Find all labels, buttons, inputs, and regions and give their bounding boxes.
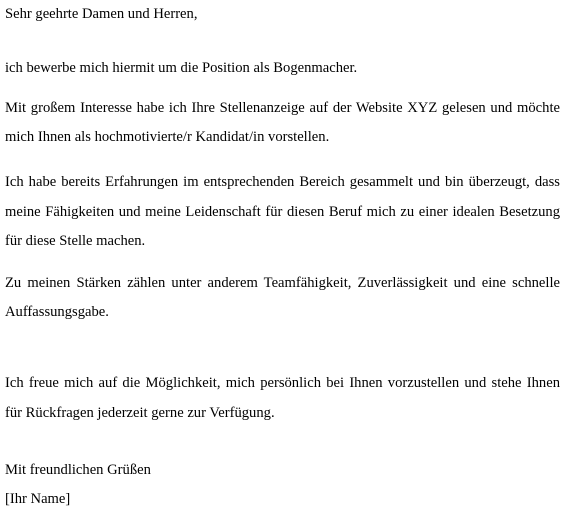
paragraph-3-line-1: Zu meinen Stärken zählen unter anderem Teamfähigkeit, Zuverlässigkeit und eine schnelle — [5, 275, 560, 291]
signature-placeholder: [Ihr Name] — [5, 491, 71, 507]
paragraph-3-line-2: Auffassungsgabe. — [5, 304, 109, 320]
paragraph-1-line-2: mich Ihnen als hochmotivierte/r Kandidat/in vorstellen. — [5, 129, 330, 145]
paragraph-4-line-2: für Rückfragen jederzeit gerne zur Verfügung. — [5, 405, 275, 421]
paragraph-1-line-1: Mit großem Interesse habe ich Ihre Stellenanzeige auf der Website XYZ gelesen und möchte — [5, 100, 560, 116]
intro-line: ich bewerbe mich hiermit um die Position als Bogenmacher. — [5, 60, 358, 76]
paragraph-2-line-3: für diese Stelle machen. — [5, 233, 146, 249]
paragraph-2-line-1: Ich habe bereits Erfahrungen im entsprechenden Bereich gesammelt und bin überzeugt, dass — [5, 174, 560, 190]
paragraph-4-line-1: Ich freue mich auf die Möglichkeit, mich persönlich bei Ihnen vorzustellen und stehe Ihnen — [5, 375, 560, 391]
salutation: Sehr geehrte Damen und Herren, — [5, 6, 198, 22]
closing: Mit freundlichen Grüßen — [5, 462, 151, 478]
paragraph-2-line-2: meine Fähigkeiten und meine Leidenschaft für diesen Beruf mich zu einer idealen Besetzung — [5, 204, 560, 220]
